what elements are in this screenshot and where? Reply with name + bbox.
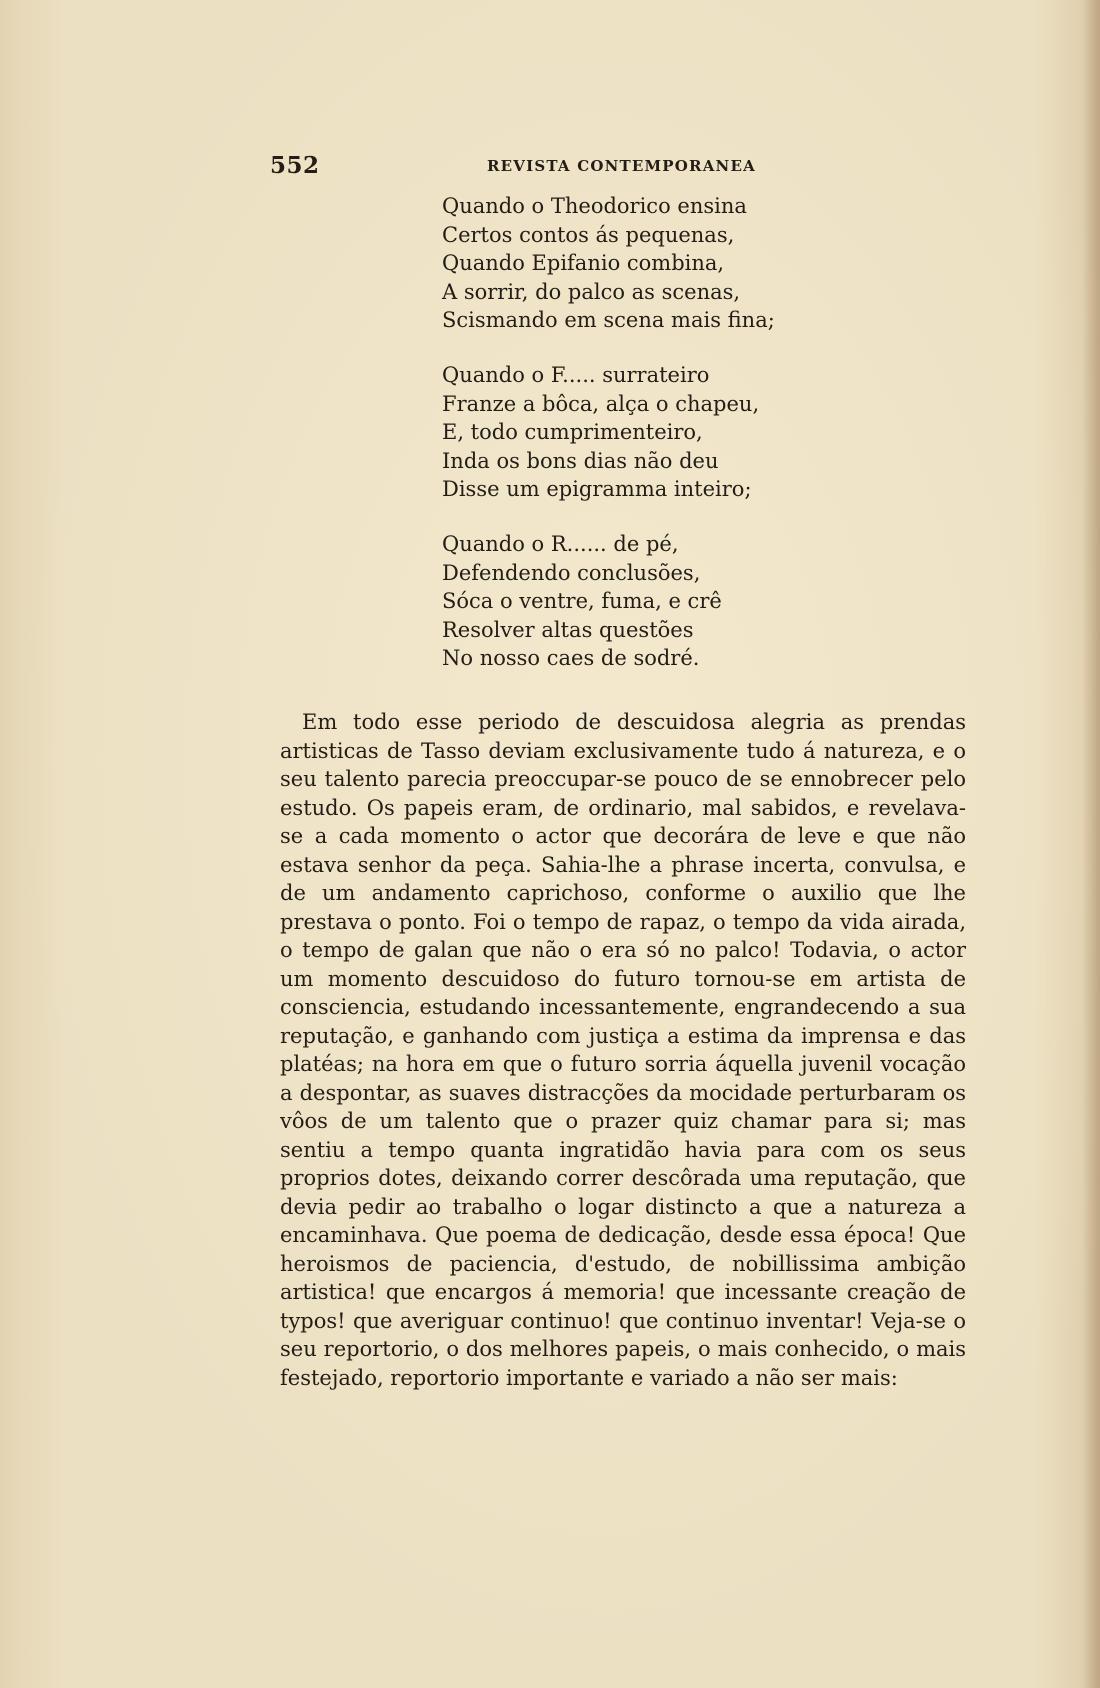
page-header [270, 152, 970, 182]
poem-line: Franze a bôca, alça o chapeu, [442, 391, 760, 416]
poem-stanza [442, 530, 862, 673]
poem-stanza [442, 192, 862, 335]
poem [442, 192, 862, 699]
body-paragraph: Em todo esse periodo de descuidosa alegria as prendas artisticas de Tasso deviam exclusivamente tudo á natureza, e o seu talento parecia preoccupar-se pouco de se ennobrecer pelo estudo. Os papeis eram, de ordinario, mal sabidos, e revelava-se a cada momento o actor que decorára de leve e que não estava senhor da peça. Sahia-lhe a phrase incerta, convulsa, e de um andamento caprichoso, conforme o auxilio que lhe prestava o ponto. Foi o tempo de rapaz, o tempo da vida airada, o tempo de galan que não o era só no palco! Todavia, o actor um momento descuidoso do futuro tornou-se em artista de consciencia, estudando incessantemente, engrandecendo a sua reputação, e ganhando com justiça a estima da imprensa e das platéas; na hora em que o futuro sorria áquella juvenil vocação a despontar, as suaves distracções da mocidade perturbaram os vôos de um talento que o prazer quiz chamar para si; mas sentiu a tempo quanta ingratidão havia para com os seus proprios dotes, deixando correr descôrada uma reputação, que devia pedir ao trabalho o logar distincto a que a natureza a encaminhava. Que poema de dedicação, desde essa época! Que heroismos de paciencia, d'estudo, de nobillissima ambição artistica! que encargos á memoria! que incessante creação de typos! que averiguar continuo! que continuo inventar! Veja-se o seu reportorio, o dos melhores papeis, o mais conhecido, o mais festejado, reportorio importante e variado a não ser mais: [280, 710, 966, 1390]
poem-line: Quando o F..... surrateiro [442, 362, 710, 387]
page-edge-shadow [1082, 0, 1100, 1688]
poem-line: Scismando em scena mais fina; [442, 308, 775, 333]
page-number: 552 [270, 152, 320, 179]
poem-line: Quando o Theodorico ensina [442, 194, 747, 218]
poem-line: Certos contos ás pequenas, [442, 222, 735, 247]
poem-line: Sóca o ventre, fuma, e crê [442, 589, 722, 614]
poem-line: Resolver altas questões [442, 617, 694, 642]
poem-line: A sorrir, do palco as scenas, [442, 279, 741, 304]
poem-line: Quando o R...... de pé, [442, 531, 679, 556]
poem-line: Disse um epigramma inteiro; [442, 477, 752, 502]
poem-line: Defendendo conclusões, [442, 560, 701, 585]
poem-line: Inda os bons dias não deu [442, 448, 719, 473]
poem-line: Quando Epifanio combina, [442, 251, 725, 276]
poem-line: No nosso caes de sodré. [442, 646, 700, 671]
poem-stanza [442, 361, 862, 504]
poem-line: E, todo cumprimenteiro, [442, 420, 703, 445]
running-title: REVISTA CONTEMPORANEA [487, 157, 756, 175]
